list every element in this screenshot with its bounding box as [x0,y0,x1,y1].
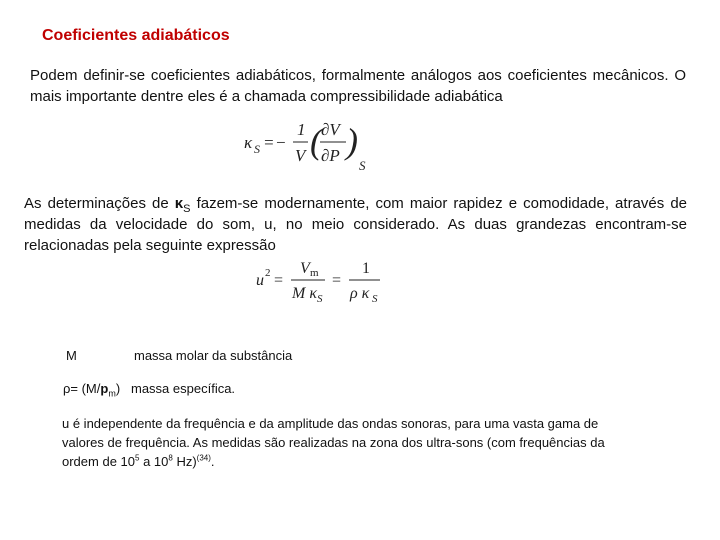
eq1-kappa: κ [244,133,253,152]
definition-text-rho: massa específica. [131,381,236,396]
definition-symbol-m: M [66,348,77,363]
p3-exp2: 8 [168,453,173,463]
eq1-rparen: ) [346,121,358,161]
rho-part-close: ) [115,381,121,396]
compressibility-equation [240,115,380,175]
eq2-den1-sub: S [317,293,323,305]
p3-part3: Hz) [172,454,197,469]
eq1-kappa-sub: S [254,142,260,156]
measurement-paragraph [24,193,687,256]
rho-part-m: m [108,388,116,399]
p2-kappa: κ [174,195,184,212]
intro-paragraph: Podem definir-se coeficientes adiabáticos, formalmente análogos aos coeficientes mecânicos. O mais importante dentre eles é a chamada compressibilidade adiabática [30,67,686,105]
rho-part-p: p [100,381,109,396]
p3-end: . [210,454,215,469]
eq2-u: u [256,272,264,289]
eq2-u-sup: 2 [265,267,271,279]
eq1-den2: ∂P [321,146,340,165]
frequency-paragraph [62,414,622,471]
eq1-sub: S [359,158,366,173]
eq1-equals: = [263,133,275,152]
p2-part1: As determinações de [24,195,175,212]
p3-part1: u é independente da frequência e da amplitude das ondas sonoras, para uma vasta gama de valores de frequência. As medidas são realizadas na zona dos ultra-sons (com frequências da ordem de 10 [62,416,605,469]
rho-part-a: ρ= (M [63,381,97,396]
eq2-equals2: = [332,272,342,289]
eq1-lparen: ( [310,121,322,161]
eq1-num1: 1 [297,120,306,139]
eq1-minus: − [275,133,287,152]
p3-exp1: 5 [135,453,140,463]
eq1-den1: V [295,146,306,165]
definition-text-m: massa molar da substância [134,348,293,363]
eq2-num2: 1 [362,260,370,277]
eq2-num1: V [300,260,310,277]
p2-part2: fazem-se modernamente, com maior rapidez e comodidade, através de medidas da velocidade do som, u, no meio considerado. As duas grandezas encontram-se relacionadas pela seguinte expressão [24,195,687,254]
eq1-num2: ∂V [321,120,340,139]
eq2-den1: M κ [292,285,318,302]
definition-symbol-rho: $\rho= (M/p_m)$ [63,381,121,399]
page-title: Coeficientes adiabáticos [42,27,230,44]
p2-kappa-sub: S [183,203,191,215]
eq2-num1-sub: m [310,267,319,279]
sound-speed-equation [252,256,392,308]
eq2-den2-sub: S [372,293,378,305]
eq2-equals1: = [274,272,284,289]
p3-part2: a 10 [139,454,169,469]
eq2-den2: ρ κ [350,285,370,302]
p3-ref: (34) [196,453,211,463]
